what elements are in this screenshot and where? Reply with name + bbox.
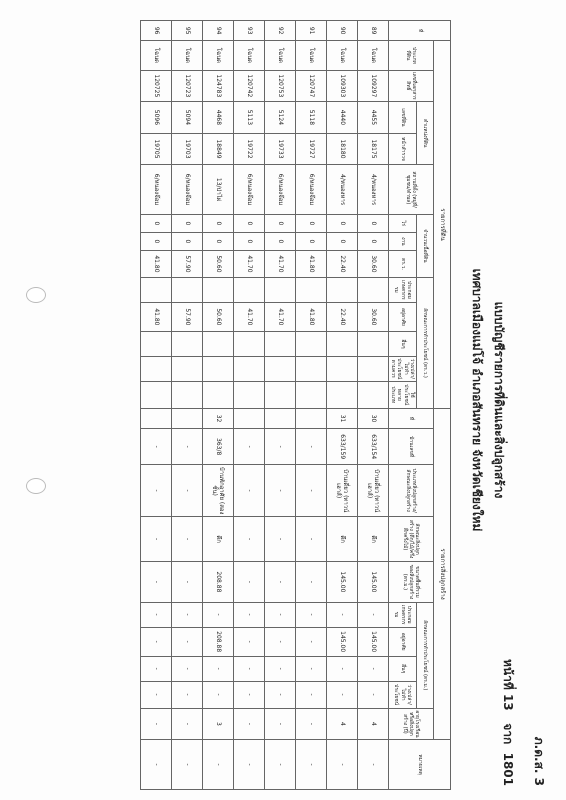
- cell-res: 41.70: [234, 302, 265, 331]
- header-land-group: รายการที่ดิน: [434, 41, 451, 409]
- cell-bres: -: [141, 627, 172, 656]
- cell-ngan: 0: [358, 232, 389, 250]
- cell-mixed: [172, 381, 203, 408]
- cell-barea: 145.00: [358, 562, 389, 603]
- cell-age: 4: [358, 708, 389, 740]
- cell-res: 30.60: [358, 302, 389, 331]
- cell-barea: -: [296, 562, 327, 603]
- cell-bmat: -: [296, 517, 327, 562]
- cell-parcel: 4/หนองหาร: [358, 165, 389, 215]
- table-row: [234, 21, 265, 790]
- cell-bno: [234, 408, 265, 428]
- cell-doc-no: 109303: [327, 70, 358, 102]
- cell-btype: บ้านเดี่ยว (ทาวน์เฮาส์): [327, 465, 358, 517]
- cell-bvac: -: [358, 681, 389, 708]
- cell-bagri: -: [234, 602, 265, 627]
- cell-remark: -: [234, 740, 265, 790]
- header-barea: ขนาดพื้นที่รวมของสิ่งปลูกสร้าง (ตร.ม.): [389, 562, 434, 603]
- cell-mixed: [296, 381, 327, 408]
- cell-land-no: 5113: [234, 102, 265, 134]
- cell-bres: -: [296, 627, 327, 656]
- cell-other: [203, 332, 234, 357]
- cell-land-no: 5094: [172, 102, 203, 134]
- page-label: หน้าที่ 13: [501, 659, 515, 711]
- cell-rai: 0: [172, 214, 203, 232]
- cell-bagri: -: [358, 602, 389, 627]
- cell-bres: 145.00: [358, 627, 389, 656]
- cell-vacant: [358, 356, 389, 381]
- page-of: จาก: [501, 723, 515, 745]
- cell-vacant: [203, 356, 234, 381]
- table-row: [358, 21, 389, 790]
- cell-barea: -: [265, 562, 296, 603]
- cell-vacant: [265, 356, 296, 381]
- cell-rai: 0: [141, 214, 172, 232]
- cell-survey: 19733: [265, 133, 296, 165]
- cell-age: -: [172, 708, 203, 740]
- cell-ngan: 0: [265, 232, 296, 250]
- document-title: แบบบัญชีรายการที่ดินและสิ่งปลูกสร้าง: [492, 301, 506, 499]
- header-wa: ตร.ว.: [389, 250, 417, 277]
- header-vacant: ว่างเปล่า/ไม่ทำประโยชน์ตามควร: [390, 358, 415, 380]
- cell-parcel: 6/หนองจ๊อม: [234, 165, 265, 215]
- header-age: อายุโรงเรือนหรือสิ่งปลูกสร้าง (ปี): [389, 708, 434, 740]
- table-row: [203, 21, 234, 790]
- cell-ngan: 0: [327, 232, 358, 250]
- table-body: [141, 21, 389, 790]
- cell-survey: 19722: [234, 133, 265, 165]
- cell-bno: [172, 408, 203, 428]
- header-use-group: ลักษณะการทำประโยชน์ (ตร.ว.): [417, 277, 434, 408]
- cell-bvac: -: [234, 681, 265, 708]
- cell-bres: 208.88: [203, 627, 234, 656]
- header-rai: ไร่: [389, 214, 417, 232]
- cell-bvac: -: [172, 681, 203, 708]
- header-doc-no: เลขที่เอกสารสิทธิ์: [389, 70, 434, 102]
- cell-doc-no: 120753: [265, 70, 296, 102]
- cell-house: 363/8: [203, 429, 234, 465]
- cell-agri: [327, 277, 358, 302]
- cell-mixed: [358, 381, 389, 408]
- cell-land-no: 4468: [203, 102, 234, 134]
- cell-parcel: 6/หนองจ๊อม: [172, 165, 203, 215]
- cell-other: [358, 332, 389, 357]
- cell-bother: -: [203, 656, 234, 681]
- cell-vacant: [234, 356, 265, 381]
- header-bmaterial: ลักษณะสิ่งปลูกสร้าง (ตึก/ไม้/ครึ่งตึกครึ่งไม้): [389, 517, 434, 562]
- cell-land-no: 4455: [358, 102, 389, 134]
- cell-bother: -: [141, 656, 172, 681]
- cell-doc-type: โฉนด: [203, 41, 234, 70]
- cell-doc-no: 109297: [358, 70, 389, 102]
- header-residence: อยู่อาศัย: [389, 302, 417, 331]
- cell-bother: -: [234, 656, 265, 681]
- cell-agri: [203, 277, 234, 302]
- cell-doc-no: 124783: [203, 70, 234, 102]
- cell-other: [327, 332, 358, 357]
- cell-bother: -: [358, 656, 389, 681]
- cell-survey: 19727: [296, 133, 327, 165]
- header-survey-page: หน้าสำรวจ: [389, 133, 417, 165]
- cell-doc-type: โฉนด: [172, 41, 203, 70]
- header-bagri: ประกอบเกษตรกรรม: [389, 602, 417, 627]
- cell-bother: -: [172, 656, 203, 681]
- header-bvacant: ว่างเปล่า/ไม่ทำประโยชน์: [389, 681, 417, 708]
- cell-mixed: [203, 381, 234, 408]
- cell-res: 41.70: [265, 302, 296, 331]
- cell-parcel: 13/ป่าไผ่: [203, 165, 234, 215]
- header-doc-type: ประเภทที่ดิน: [389, 41, 434, 70]
- cell-survey: 18849: [203, 133, 234, 165]
- cell-doc-no: 120742: [234, 70, 265, 102]
- cell-btype: -: [141, 465, 172, 517]
- cell-rai: 0: [296, 214, 327, 232]
- cell-survey: 19705: [141, 133, 172, 165]
- cell-survey: 18180: [327, 133, 358, 165]
- cell-remark: -: [141, 740, 172, 790]
- cell-age: 3: [203, 708, 234, 740]
- cell-bvac: -: [203, 681, 234, 708]
- cell-barea: -: [172, 562, 203, 603]
- cell-res: 22.40: [327, 302, 358, 331]
- cell-agri: [296, 277, 327, 302]
- cell-wa: 41.70: [265, 250, 296, 277]
- cell-age: -: [296, 708, 327, 740]
- form-code: ภ.ด.ส. 3: [532, 736, 546, 786]
- cell-agri: [141, 277, 172, 302]
- cell-btype: -: [296, 465, 327, 517]
- table-row: [296, 21, 327, 790]
- cell-ngan: 0: [172, 232, 203, 250]
- cell-doc-type: โฉนด: [141, 41, 172, 70]
- cell-bno: [141, 408, 172, 428]
- cell-bvac: -: [296, 681, 327, 708]
- cell-rai: 0: [265, 214, 296, 232]
- cell-btype: บ้านพักอาศัย (สองชั้น): [203, 465, 234, 517]
- cell-bother: -: [265, 656, 296, 681]
- cell-vacant: [141, 356, 172, 381]
- header-no: ที่: [389, 21, 451, 41]
- cell-parcel: 4/หนองหาร: [327, 165, 358, 215]
- cell-parcel: 6/หนองจ๊อม: [141, 165, 172, 215]
- header-bno: ที่: [389, 408, 434, 428]
- cell-no: 94: [203, 21, 234, 41]
- cell-agri: [172, 277, 203, 302]
- cell-btype: บ้านเดี่ยว (ทาวน์เฮาส์): [358, 465, 389, 517]
- cell-house: -: [172, 429, 203, 465]
- cell-other: [265, 332, 296, 357]
- cell-bagri: -: [172, 602, 203, 627]
- table-row: [265, 21, 296, 790]
- cell-bno: [265, 408, 296, 428]
- cell-no: 93: [234, 21, 265, 41]
- header-mixed: ใช้ประโยชน์หลายประเภท: [389, 381, 417, 408]
- cell-age: -: [141, 708, 172, 740]
- cell-land-no: 4440: [327, 102, 358, 134]
- cell-bother: -: [296, 656, 327, 681]
- cell-wa: 30.60: [358, 250, 389, 277]
- cell-ngan: 0: [234, 232, 265, 250]
- cell-mixed: [327, 381, 358, 408]
- cell-wa: 22.40: [327, 250, 358, 277]
- cell-bres: -: [265, 627, 296, 656]
- header-parcel: สถานที่ตั้ง (หมู่ที่/ชุมชน/ตำบล): [389, 165, 434, 215]
- cell-other: [296, 332, 327, 357]
- cell-house: -: [141, 429, 172, 465]
- total-pages: 1801: [501, 752, 515, 786]
- cell-barea: 145.00: [327, 562, 358, 603]
- cell-bagri: -: [265, 602, 296, 627]
- cell-house: -: [296, 429, 327, 465]
- cell-ngan: 0: [203, 232, 234, 250]
- cell-wa: 41.80: [296, 250, 327, 277]
- cell-bmat: -: [265, 517, 296, 562]
- header-area-group: จำนวนเนื้อที่ดิน: [417, 214, 434, 277]
- cell-no: 92: [265, 21, 296, 41]
- cell-rai: 0: [327, 214, 358, 232]
- cell-parcel: 6/หนองจ๊อม: [265, 165, 296, 215]
- cell-bagri: -: [203, 602, 234, 627]
- cell-vacant: [327, 356, 358, 381]
- cell-bmat: ตึก: [203, 517, 234, 562]
- cell-land-no: 5124: [265, 102, 296, 134]
- cell-bagri: -: [327, 602, 358, 627]
- cell-bno: 30: [358, 408, 389, 428]
- header-bother: อื่นๆ: [389, 656, 417, 681]
- header-ngan: งาน: [389, 232, 417, 250]
- cell-btype: -: [172, 465, 203, 517]
- header-bres: อยู่อาศัย: [389, 627, 417, 656]
- cell-bmat: ตึก: [327, 517, 358, 562]
- cell-btype: -: [234, 465, 265, 517]
- cell-wa: 41.70: [234, 250, 265, 277]
- cell-bres: -: [234, 627, 265, 656]
- cell-no: 96: [141, 21, 172, 41]
- cell-bagri: -: [141, 602, 172, 627]
- cell-house: 633/159: [327, 429, 358, 465]
- header-land-no: เลขที่ดิน: [389, 102, 417, 134]
- cell-btype: -: [265, 465, 296, 517]
- table-row: [141, 21, 172, 790]
- cell-doc-no: 120723: [172, 70, 203, 102]
- cell-bmat: ตึก: [358, 517, 389, 562]
- cell-ngan: 0: [296, 232, 327, 250]
- cell-bres: -: [172, 627, 203, 656]
- cell-house: -: [265, 429, 296, 465]
- cell-remark: -: [265, 740, 296, 790]
- table-row: [172, 21, 203, 790]
- cell-remark: -: [296, 740, 327, 790]
- cell-other: [141, 332, 172, 357]
- cell-remark: -: [327, 740, 358, 790]
- cell-barea: -: [141, 562, 172, 603]
- cell-vacant: [296, 356, 327, 381]
- header-btype: ประเภทสิ่งปลูกสร้าง/ลักษณะสิ่งปลูกสร้าง: [389, 465, 434, 517]
- cell-ngan: 0: [141, 232, 172, 250]
- cell-res: 41.80: [296, 302, 327, 331]
- register-table: [140, 20, 451, 790]
- cell-doc-type: โฉนด: [296, 41, 327, 70]
- cell-agri: [265, 277, 296, 302]
- table-row: [327, 21, 358, 790]
- cell-mixed: [234, 381, 265, 408]
- cell-doc-no: 120725: [141, 70, 172, 102]
- header-building-group: รายการสิ่งปลูกสร้าง: [434, 408, 451, 739]
- header-location-group: ตำแหน่งที่ดิน: [417, 102, 434, 165]
- cell-other: [172, 332, 203, 357]
- cell-rai: 0: [234, 214, 265, 232]
- cell-remark: -: [203, 740, 234, 790]
- cell-age: -: [234, 708, 265, 740]
- header-house-no: บ้านเลขที่: [389, 429, 434, 465]
- cell-no: 90: [327, 21, 358, 41]
- cell-rai: 0: [358, 214, 389, 232]
- cell-barea: 208.88: [203, 562, 234, 603]
- cell-wa: 57.90: [172, 250, 203, 277]
- cell-house: -: [234, 429, 265, 465]
- header-agri: ประกอบเกษตรกรรม: [389, 277, 417, 302]
- cell-parcel: 6/หนองจ๊อม: [296, 165, 327, 215]
- cell-bagri: -: [296, 602, 327, 627]
- document-subtitle: เทศบาลเมืองแม่โจ้ อำเภอสันทราย จังหวัดเชียงใหม่: [470, 268, 484, 532]
- cell-mixed: [141, 381, 172, 408]
- cell-bvac: -: [265, 681, 296, 708]
- cell-res: 57.90: [172, 302, 203, 331]
- cell-res: 41.80: [141, 302, 172, 331]
- header-other: อื่นๆ: [389, 332, 417, 357]
- cell-house: 633/154: [358, 429, 389, 465]
- cell-res: 50.60: [203, 302, 234, 331]
- cell-doc-type: โฉนด: [358, 41, 389, 70]
- cell-bother: -: [327, 656, 358, 681]
- cell-wa: 50.60: [203, 250, 234, 277]
- cell-survey: 18175: [358, 133, 389, 165]
- cell-age: -: [265, 708, 296, 740]
- cell-other: [234, 332, 265, 357]
- cell-survey: 19703: [172, 133, 203, 165]
- cell-age: 4: [327, 708, 358, 740]
- header-buse-group: ลักษณะการทำประโยชน์ (ตร.ม.): [417, 602, 434, 708]
- cell-remark: -: [358, 740, 389, 790]
- cell-doc-type: โฉนด: [234, 41, 265, 70]
- cell-bmat: -: [172, 517, 203, 562]
- cell-doc-type: โฉนด: [327, 41, 358, 70]
- cell-mixed: [265, 381, 296, 408]
- cell-land-no: 5096: [141, 102, 172, 134]
- cell-barea: -: [234, 562, 265, 603]
- cell-bmat: -: [141, 517, 172, 562]
- cell-bmat: -: [234, 517, 265, 562]
- cell-remark: -: [172, 740, 203, 790]
- cell-bno: [296, 408, 327, 428]
- cell-land-no: 5118: [296, 102, 327, 134]
- cell-bno: 32: [203, 408, 234, 428]
- header-remark: หมายเหตุ: [389, 740, 451, 790]
- cell-no: 95: [172, 21, 203, 41]
- cell-doc-type: โฉนด: [265, 41, 296, 70]
- cell-doc-no: 120747: [296, 70, 327, 102]
- cell-bvac: -: [327, 681, 358, 708]
- cell-wa: 41.80: [141, 250, 172, 277]
- cell-bno: 31: [327, 408, 358, 428]
- cell-bvac: -: [141, 681, 172, 708]
- cell-agri: [234, 277, 265, 302]
- cell-no: 91: [296, 21, 327, 41]
- cell-rai: 0: [203, 214, 234, 232]
- cell-agri: [358, 277, 389, 302]
- cell-bres: 145.00: [327, 627, 358, 656]
- cell-no: 89: [358, 21, 389, 41]
- cell-vacant: [172, 356, 203, 381]
